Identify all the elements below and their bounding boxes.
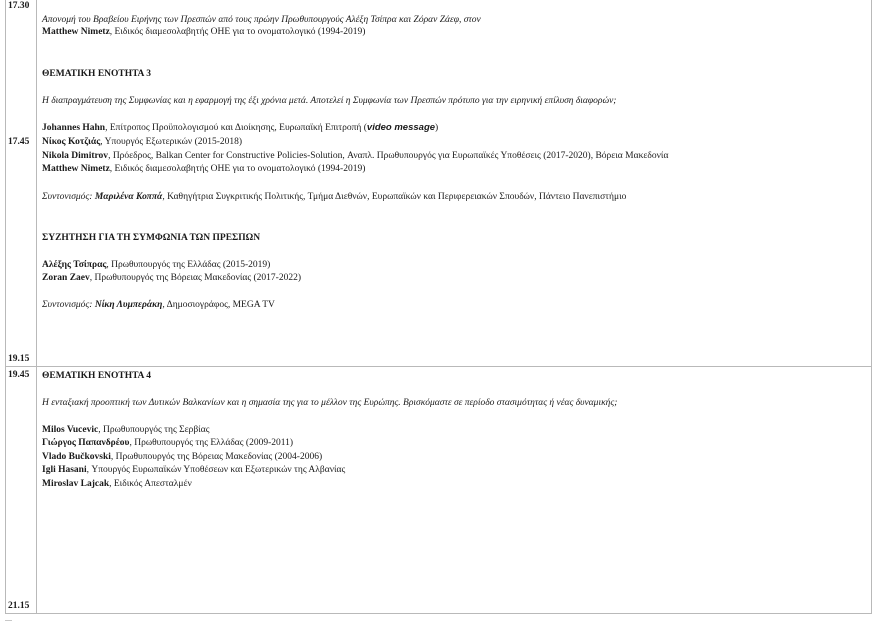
time-label-2115: 21.15 xyxy=(8,601,30,611)
speaker-line xyxy=(42,272,301,284)
speaker-role: , Επίτροπος Προϋπολογισμού και Διοίκησης, Ευρωπαϊκή Επιτροπή ( xyxy=(105,123,367,133)
moderator-role: , Καθηγήτρια Συγκριτικής Πολιτικής, Τμήμα Διεθνών, Ευρωπαϊκών και Περιφερειακών Σπουδών, Πάντειο Πανεπιστήμιο xyxy=(162,192,627,202)
discussion-heading: ΣΥΖΗΤΗΣΗ ΓΙΑ ΤΗ ΣΥΜΦΩΝΙΑ ΤΩΝ ΠΡΕΣΠΩΝ xyxy=(42,233,261,243)
section-heading-3: ΘΕΜΑΤΙΚΗ ΕΝΟΤΗΤΑ 3 xyxy=(42,69,152,79)
section-description-3: Η διαπραγμάτευση της Συμφωνίας και η εφαρμογή της έξι χρόνια μετά. Αποτελεί η Συμφωνία των Πρεσπών πρότυπο για την ειρηνική επίλυση διαφορών; xyxy=(42,96,617,106)
speaker-name: Nikola Dimitrov xyxy=(42,151,109,161)
moderator-line xyxy=(42,299,275,311)
speaker-line xyxy=(42,150,668,162)
speaker-role: , Πρόεδρος, Balkan Center for Constructive Policies-Solution, Αναπλ. Πρωθυπουργός για Ευρωπαϊκές Υποθέσεις (2017-2020), Βόρεια Μακεδονία xyxy=(108,151,669,161)
speaker-role: , Υπουργός Ευρωπαϊκών Υποθέσεων και Εξωτερικών της Αλβανίας xyxy=(86,465,346,475)
speaker-name: Vlado Bučkovski xyxy=(42,452,111,462)
speaker-line xyxy=(42,259,270,271)
speaker-name: Johannes Hahn xyxy=(42,123,106,133)
time-label-1745: 17.45 xyxy=(8,137,30,147)
speaker-line xyxy=(42,122,438,134)
moderator-line xyxy=(42,191,626,203)
moderator-label: Συντονισμός: xyxy=(42,300,95,310)
speaker-role: , Υπουργός Εξωτερικών (2015-2018) xyxy=(100,137,243,147)
footnote-rule xyxy=(5,620,12,621)
speaker-role: , Πρωθυπουργός της Βόρειας Μακεδονίας (2017-2022) xyxy=(89,273,301,283)
time-label-1945: 19.45 xyxy=(8,370,30,380)
row-divider xyxy=(6,366,871,367)
moderator-role: , Δημοσιογράφος, MEGA TV xyxy=(162,300,275,310)
speaker-role: , Πρωθυπουργός της Σερβίας xyxy=(98,425,210,435)
speaker-role: , Ειδικός διαμεσολαβητής ΟΗΕ για το ονοματολογικό (1994-2019) xyxy=(109,164,366,174)
award-recipient-line xyxy=(42,26,365,38)
speaker-line xyxy=(42,451,322,463)
section-description-4: Η ενταξιακή προοπτική των Δυτικών Βαλκανίων και η σημασία της για το μέλλον της Ευρώπης. Βρισκόμαστε σε περίοδο στασιμότητας ή νέας δυναμικής; xyxy=(42,398,618,408)
speaker-name: Zoran Zaev xyxy=(42,273,90,283)
speaker-line xyxy=(42,478,192,490)
section-heading-4: ΘΕΜΑΤΙΚΗ ΕΝΟΤΗΤΑ 4 xyxy=(42,371,152,381)
speaker-line xyxy=(42,163,365,175)
speaker-name: Milos Vucevic xyxy=(42,425,99,435)
speaker-name: Matthew Nimetz xyxy=(42,164,110,174)
speaker-name: Αλέξης Τσίπρας xyxy=(42,260,107,270)
time-label-1730: 17.30 xyxy=(8,1,30,11)
speaker-role: , Πρωθυπουργός της Βόρειας Μακεδονίας (2004-2006) xyxy=(110,452,323,462)
speaker-name: Miroslav Lajcak xyxy=(42,479,110,489)
speaker-role: , Ειδικός Απεσταλμέν xyxy=(109,479,192,489)
speaker-name: Matthew Nimetz xyxy=(42,27,110,37)
speaker-line xyxy=(42,464,345,476)
speaker-line xyxy=(42,437,293,449)
speaker-name: Γιώργος Παπανδρέου xyxy=(42,438,130,448)
speaker-name: Igli Hasani xyxy=(42,465,87,475)
award-intro-text: Απονομή του Βραβείου Ειρήνης των Πρεσπών από τους πρώην Πρωθυπουργούς Αλέξη Τσίπρα και Ζόραν Ζάεφ, στον xyxy=(42,15,481,25)
speaker-line xyxy=(42,424,209,436)
time-column-divider xyxy=(36,0,37,613)
schedule-table xyxy=(5,0,872,614)
speaker-role: , Πρωθυπουργός της Ελλάδας (2009-2011) xyxy=(129,438,294,448)
speaker-role-tail: ) xyxy=(435,123,439,133)
speaker-name: Νίκος Κοτζιάς xyxy=(42,137,101,147)
moderator-name: Μαριλένα Κοππά xyxy=(94,192,163,202)
speaker-role: , Ειδικός διαμεσολαβητής ΟΗΕ για το ονοματολογικό (1994-2019) xyxy=(109,27,366,37)
moderator-name: Νίκη Λυμπεράκη xyxy=(94,300,163,310)
moderator-label: Συντονισμός: xyxy=(42,192,95,202)
speaker-role: , Πρωθυπουργός της Ελλάδας (2015-2019) xyxy=(106,260,271,270)
video-message-note: video message xyxy=(366,122,436,133)
speaker-line xyxy=(42,136,242,148)
time-label-1915: 19.15 xyxy=(8,354,30,364)
